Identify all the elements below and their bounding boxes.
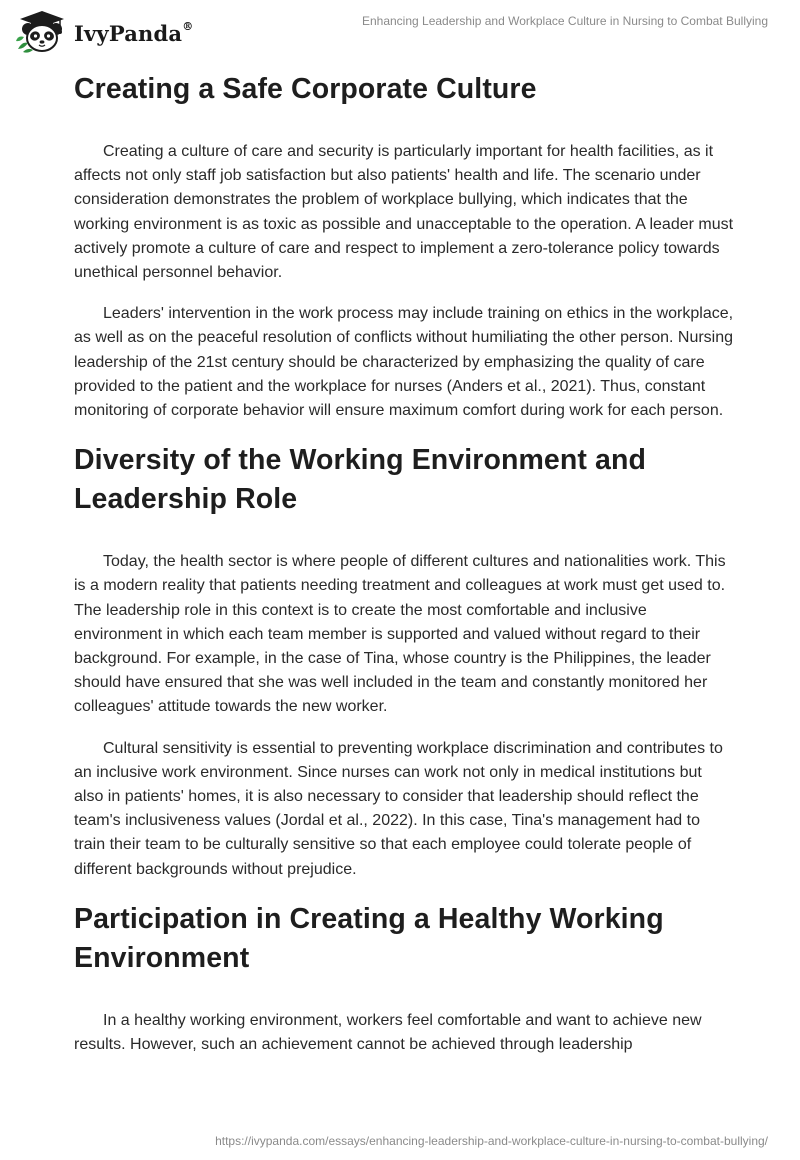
panda-graduate-icon: [14, 9, 70, 53]
paragraph: Today, the health sector is where people of different cultures and nationalities work. This is a modern reality that patients needing treatment and colleagues at work must get used to. The leadership role in this context is to create the most comfortable and inclusive environment in which each team member is supported and valued without regard to their background. For example, in the case of Tina, whose country is the Philippines, the leader should have ensured that she was well included in the team and constantly monitored her colleagues' attitude towards the new worker.: [74, 553, 726, 716]
paragraph: Creating a culture of care and security is particularly important for health facilities, as it affects not only staff job satisfaction but also patients' health and life. The scenario under consideration demonstrates the problem of workplace bullying, which indicates that the working environment is as toxic as possible and unacceptable to the operation. A leader must actively promote a culture of care and respect to implement a zero-tolerance policy towards unethical personnel behavior.: [74, 143, 734, 282]
essay-content: [74, 70, 734, 1057]
section-heading-healthy-working-environment: Participation in Creating a Healthy Working Environment: [74, 902, 664, 974]
section-heading-diversity-leadership-role: Diversity of the Working Environment and Leadership Role: [74, 444, 646, 516]
document-title: Enhancing Leadership and Workplace Culture in Nursing to Combat Bullying: [361, 14, 768, 28]
section-heading-safe-corporate-culture: Creating a Safe Corporate Culture: [74, 73, 537, 105]
brand-logo[interactable]: [14, 9, 193, 53]
source-url[interactable]: https://ivypanda.com/essays/enhancing-leadership-and-workplace-culture-in-nursing-to-combat-bullying/: [215, 1134, 768, 1148]
paragraph: Leaders' intervention in the work process may include training on ethics in the workplace, as well as on the peaceful resolution of conflicts without humiliating the other person. Nursing leadership of the 21st century should be characterized by emphasizing the quality of care provided to the patient and the workplace for nurses (Anders et al., 2021). Thus, constant monitoring of corporate behavior will ensure maximum comfort during work for each person.: [74, 305, 734, 420]
page-header: [0, 0, 800, 56]
brand-name: IvyPanda®: [74, 19, 194, 46]
paragraph: In a healthy working environment, workers feel comfortable and want to achieve new results. However, such an achievement cannot be achieved through leadership: [74, 1011, 702, 1054]
paragraph: Cultural sensitivity is essential to preventing workplace discrimination and contributes to an inclusive work environment. Since nurses can work not only in medical institutions but also in patients' homes, it is also necessary to consider that leadership should reflect the team's inclusiveness values (Jordal et al., 2022). In this case, Tina's management had to train their team to be culturally sensitive so that each employee could tolerate people of different backgrounds without prejudice.: [74, 739, 723, 878]
